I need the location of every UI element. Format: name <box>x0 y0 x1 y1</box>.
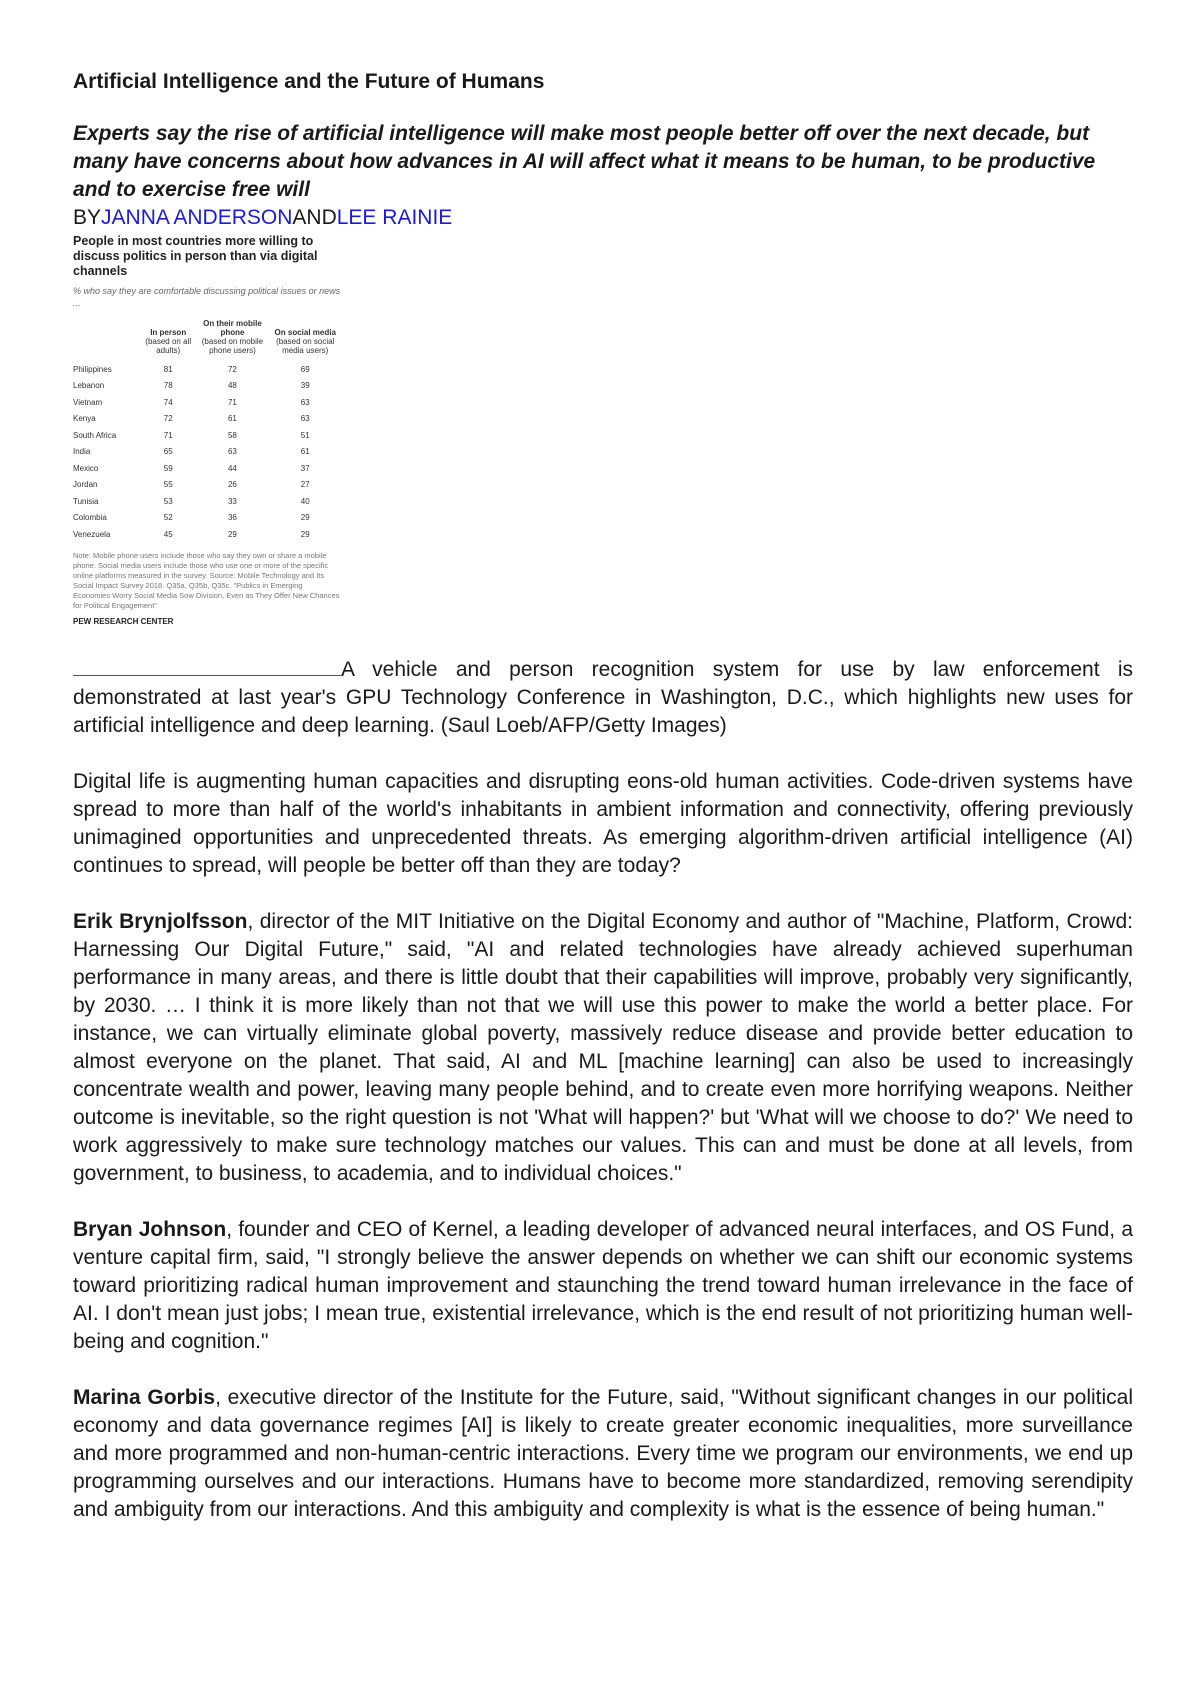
quote-text: , founder and CEO of Kernel, a leading developer of advanced neural interfaces, and OS Fund, a venture capital firm, said, "I strongly believe the answer depends on whether we can shift our economic systems toward prioritizing radical human improvement and staunching the trend toward human irrelevance in the face of AI. I don't mean just jobs; I mean true, existential irrelevance, which is the end result of not prioritizing human well-being and cognition." <box>73 1218 1133 1353</box>
table-cell-country: Philippines <box>73 364 112 374</box>
table-cell-social: 40 <box>300 496 310 506</box>
article-subtitle: Experts say the rise of artificial intelligence will make most people better off over the next decade, but many have concerns about how advances in AI will affect what it means to be human, to be productive and to exercise free will <box>73 122 1096 201</box>
table-cell-country: Tunisia <box>73 496 99 506</box>
figure-table-row <box>73 411 341 428</box>
header-in-person-title: In person <box>150 328 187 337</box>
table-cell-in-person: 53 <box>163 496 173 506</box>
table-cell-country: Vietnam <box>73 397 103 407</box>
table-cell-social: 69 <box>300 364 310 374</box>
figure-subtitle: % who say they are comfortable discussing political issues or news ... <box>73 286 341 308</box>
table-cell-social: 61 <box>300 447 310 457</box>
figure-credit: PEW RESEARCH CENTER <box>73 616 174 626</box>
table-cell-in-person: 78 <box>163 381 173 391</box>
byline <box>73 204 1133 232</box>
table-cell-in-person: 72 <box>163 414 173 424</box>
pew-table-figure <box>73 234 341 626</box>
table-cell-social: 29 <box>300 513 310 523</box>
figure-table-row <box>73 510 341 527</box>
table-cell-in-person: 59 <box>163 463 173 473</box>
header-social <box>269 319 341 361</box>
table-cell-mobile: 71 <box>227 397 237 407</box>
table-cell-mobile: 72 <box>227 364 237 374</box>
table-cell-social: 51 <box>300 430 310 440</box>
header-social-note: (based on social media users) <box>276 337 335 355</box>
figure-table-row <box>73 526 341 543</box>
figure-title: People in most countries more willing to discuss politics in person than via digital channels <box>73 234 318 278</box>
table-cell-social: 37 <box>300 463 310 473</box>
figure-table-row <box>73 394 341 411</box>
table-cell-in-person: 45 <box>163 529 173 539</box>
table-cell-social: 27 <box>300 480 310 490</box>
table-cell-country: Mexico <box>73 463 99 473</box>
table-cell-mobile: 33 <box>227 496 237 506</box>
quote-text: , executive director of the Institute for the Future, said, "Without significant changes in our political economy and data governance regimes [AI] is likely to create greater economic inequalities, more surveillance and more programmed and non-human-centric interactions. Every time we program our environments, we end up programming ourselves and our interactions. Humans have to become more standardized, removing serendipity and ambiguity from our interactions. And this ambiguity and complexity is what is the essence of being human." <box>73 1386 1133 1521</box>
table-cell-in-person: 55 <box>163 480 173 490</box>
paragraph-intro: Digital life is augmenting human capacities and disrupting eons-old human activities. Code-driven systems have spread to more than half of the world's inhabitants in ambient information and connectivity, offering previously unimagined opportunities and unprecedented threats. As emerging algorithm-driven artificial intelligence (AI) continues to spread, will people be better off than they are today? <box>73 770 1133 877</box>
table-cell-country: Lebanon <box>73 381 105 391</box>
figure-table-row <box>73 361 341 378</box>
table-cell-mobile: 58 <box>227 430 237 440</box>
table-cell-country: India <box>73 447 91 457</box>
header-social-title: On social media <box>274 328 336 337</box>
image-caption: demonstrated at last year's GPU Technology Conference in Washington, D.C., which highlights new uses for artificial intelligence and deep learning. (Saul Loeb/AFP/Getty Images) <box>73 686 1133 737</box>
table-cell-mobile: 44 <box>227 463 237 473</box>
figure-note: Note: Mobile phone users include those who say they own or share a mobile phone. Social media users include those who use one or more of the specific online platforms measured in the survey. Source: Mobile Technology and Its Social Impact Survey 2018. Q35a, Q35b, Q35c. "Publics in Emerging Economies Worry Social Media Sow Division, Even as They Offer New Chances for Political Engagement" <box>73 550 340 610</box>
paragraph-brynjolfsson <box>73 908 1133 1188</box>
figure-table-row <box>73 427 341 444</box>
table-cell-mobile: 26 <box>227 480 237 490</box>
header-mobile-title: On their mobile phone <box>203 319 262 337</box>
table-cell-social: 39 <box>300 381 310 391</box>
author-link-anderson[interactable]: JANNA ANDERSON <box>101 206 293 229</box>
article-title: Artificial Intelligence and the Future of Humans <box>73 70 545 93</box>
paragraph-gorbis <box>73 1384 1133 1524</box>
figure-table-header <box>73 319 341 361</box>
header-country <box>73 319 141 361</box>
table-cell-in-person: 71 <box>163 430 173 440</box>
figure-table-row <box>73 444 341 461</box>
table-cell-social: 63 <box>300 397 310 407</box>
figure-table <box>73 319 341 543</box>
byline-by: BY <box>73 206 102 229</box>
table-cell-mobile: 29 <box>227 529 237 539</box>
figure-table-row <box>73 460 341 477</box>
table-cell-mobile: 61 <box>227 414 237 424</box>
table-cell-in-person: 74 <box>163 397 173 407</box>
table-cell-country: Kenya <box>73 414 96 424</box>
table-cell-country: Jordan <box>73 480 98 490</box>
table-cell-mobile: 63 <box>227 447 237 457</box>
table-cell-mobile: 48 <box>227 381 237 391</box>
figure-table-row <box>73 477 341 494</box>
table-cell-country: Venezuela <box>73 529 111 539</box>
caption-first-line: A vehicle and person recognition system for use by law enforcement is <box>341 658 1133 681</box>
caption-rule <box>73 675 341 676</box>
figure-table-body <box>73 361 341 543</box>
article <box>73 70 1133 1524</box>
expert-name: Marina Gorbis <box>73 1386 216 1409</box>
table-cell-in-person: 52 <box>163 513 173 523</box>
paragraph-johnson <box>73 1216 1133 1356</box>
quote-text: , director of the MIT Initiative on the Digital Economy and author of "Machine, Platform, Crowd: Harnessing Our Digital Future," said, "AI and related technologies have already achieved superhuman performance in many areas, and there is little doubt that their capabilities will improve, probably very significantly, by 2030. … I think it is more likely than not that we will use this power to make the world a better place. For instance, we can virtually eliminate global poverty, massively reduce disease and provide better education to almost everyone on the planet. That said, AI and ML [machine learning] can also be used to increasingly concentrate wealth and power, leaving many people behind, and to create even more horrifying weapons. Neither outcome is inevitable, so the right question is not 'What will happen?' but 'What will we choose to do?' We need to work aggressively to make sure technology matches our values. This can and must be done at all levels, from government, to business, to academia, and to individual choices." <box>73 910 1133 1185</box>
table-cell-social: 63 <box>300 414 310 424</box>
header-mobile-note: (based on mobile phone users) <box>201 337 264 355</box>
table-cell-mobile: 36 <box>227 513 237 523</box>
table-cell-in-person: 81 <box>163 364 173 374</box>
header-in-person <box>141 319 195 361</box>
figure-table-row <box>73 378 341 395</box>
table-cell-in-person: 65 <box>163 447 173 457</box>
table-cell-country: South Africa <box>73 430 117 440</box>
author-link-rainie[interactable]: LEE RAINIE <box>336 206 453 229</box>
header-mobile <box>195 319 269 361</box>
header-in-person-note: (based on all adults) <box>145 337 192 355</box>
expert-name: Bryan Johnson <box>73 1218 227 1241</box>
figure-row <box>73 232 1133 684</box>
figure-table-row <box>73 493 341 510</box>
expert-name: Erik Brynjolfsson <box>73 910 248 933</box>
table-cell-country: Colombia <box>73 513 107 523</box>
byline-and: AND <box>292 206 337 229</box>
table-cell-social: 29 <box>300 529 310 539</box>
